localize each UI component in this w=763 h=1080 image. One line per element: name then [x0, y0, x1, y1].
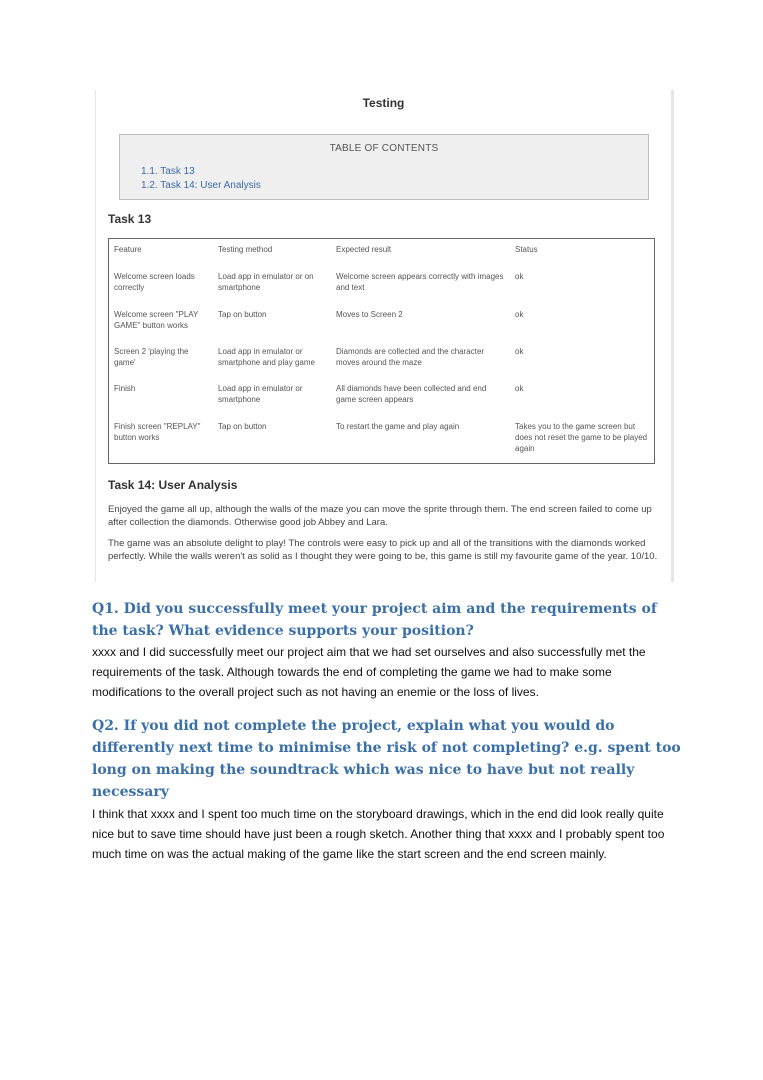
toc-title: TABLE OF CONTENTS: [329, 143, 439, 154]
toc-link-task14[interactable]: 1.2. Task 14: User Analysis: [141, 180, 261, 191]
column-header-testing-method: Testing method: [218, 245, 273, 254]
user-analysis-paragraph: Enjoyed the game all up, although the walls of the maze you can move the sprite through them. The end screen failed to come up after collection the diamonds. Otherwise good job Abbey and Lara.: [108, 504, 652, 528]
table-cell: Tap on button: [218, 422, 267, 431]
table-cell: To restart the game and play again: [336, 422, 460, 431]
column-header-feature: Feature: [114, 245, 142, 254]
column-header-status: Status: [515, 245, 538, 254]
table-cell: ok: [515, 272, 524, 281]
table-cell: ok: [515, 347, 524, 356]
table-cell: Load app in emulator or smartphone and play game: [218, 347, 315, 367]
task13-heading: Task 13: [108, 212, 152, 226]
table-of-contents: [119, 134, 649, 200]
column-header-expected-result: Expected result: [336, 245, 392, 254]
table-cell: Load app in emulator or smartphone: [218, 384, 303, 404]
embedded-screenshot: [95, 90, 674, 582]
toc-list: [141, 165, 261, 193]
user-analysis-paragraph: The game was an absolute delight to play! The controls were easy to pick up and all of the transitions with the diamonds worked perfectly. While the walls weren't as solid as I thought they were going to be, this game is still my favourite game of the year. 10/10.: [108, 538, 658, 562]
task14-heading: Task 14: User Analysis: [108, 478, 238, 492]
table-cell: Load app in emulator or on smartphone: [218, 272, 314, 292]
test-table: [108, 238, 655, 464]
question-1-answer: xxxx and I did successfully meet our project aim that we had set ourselves and also successfully met the requirements of the task. Although towards the end of completing the game we had to make some modifications to the overall project such as not having an enemie or the loss of lives.: [92, 645, 646, 699]
table-cell: Finish: [114, 384, 136, 393]
page-title: Testing: [362, 96, 405, 110]
toc-link-task13[interactable]: 1.1. Task 13: [141, 166, 195, 177]
table-cell: ok: [515, 310, 524, 319]
question-2-heading: Q2. If you did not complete the project, explain what you would do differently next time to minimise the risk of not completing? e.g. spent too long on making the soundtrack which was nice to have but not really necessary: [92, 718, 681, 800]
table-cell: Takes you to the game screen but does not reset the game to be played again: [515, 422, 648, 453]
table-cell: Moves to Screen 2: [336, 310, 403, 319]
table-cell: Welcome screen appears correctly with images and text: [336, 272, 504, 292]
table-cell: Tap on button: [218, 310, 267, 319]
table-cell: Welcome screen loads correctly: [114, 272, 195, 292]
table-cell: Welcome screen "PLAY GAME" button works: [114, 310, 199, 330]
question-1-heading: Q1. Did you successfully meet your project aim and the requirements of the task? What evidence supports your position?: [92, 601, 657, 639]
table-cell: Diamonds are collected and the character moves around the maze: [336, 347, 485, 367]
table-cell: Finish screen "REPLAY" button works: [114, 422, 201, 442]
table-cell: Screen 2 'playing the game': [114, 347, 189, 367]
question-2-answer: I think that xxxx and I spent too much time on the storyboard drawings, which in the end did look really quite nice but to save time should have just been a rough sketch. Another thing that xxxx and I probably spent too much time on was the actual making of the game like the start screen and the end screen mainly.: [92, 807, 665, 861]
table-cell: All diamonds have been collected and end game screen appears: [336, 384, 487, 404]
table-cell: ok: [515, 384, 524, 393]
